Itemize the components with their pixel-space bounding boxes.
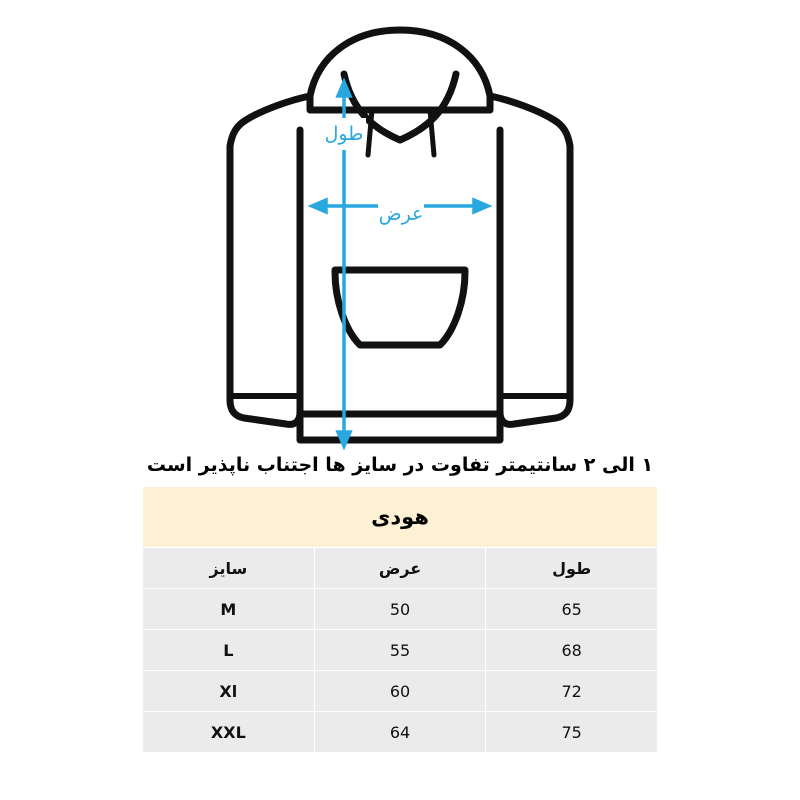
table-row	[143, 630, 658, 671]
cell-width: 60	[314, 671, 486, 712]
cell-size: L	[143, 630, 315, 671]
hood-outline	[310, 30, 490, 110]
width-arrow-head-right	[474, 200, 488, 212]
cell-length: 72	[486, 671, 658, 712]
cell-size: Xl	[143, 671, 315, 712]
table-title-row	[143, 487, 658, 548]
cell-size: M	[143, 589, 315, 630]
column-header-length: طول	[486, 548, 658, 589]
table-row	[143, 589, 658, 630]
length-arrow-head-bottom	[338, 432, 350, 446]
cell-width: 50	[314, 589, 486, 630]
width-label: عرض	[378, 203, 424, 225]
cell-size: XXL	[143, 712, 315, 753]
table-title: هودی	[143, 487, 658, 548]
cell-width: 55	[314, 630, 486, 671]
column-header-width: عرض	[314, 548, 486, 589]
tolerance-note: ۱ الی ۲ سانتیمتر تفاوت در سایز ها اجتناب ناپذیر است	[146, 454, 654, 476]
size-table-wrap	[142, 486, 658, 753]
table-row	[143, 671, 658, 712]
cell-length: 65	[486, 589, 658, 630]
size-table	[142, 486, 658, 753]
cell-length: 68	[486, 630, 658, 671]
table-row	[143, 712, 658, 753]
cell-length: 75	[486, 712, 658, 753]
column-header-size: سایز	[143, 548, 315, 589]
hem-outline	[300, 414, 500, 440]
kangaroo-pocket	[335, 270, 465, 345]
length-label: طول	[324, 123, 364, 145]
table-header-row	[143, 548, 658, 589]
width-arrow-head-left	[312, 200, 326, 212]
cell-width: 64	[314, 712, 486, 753]
